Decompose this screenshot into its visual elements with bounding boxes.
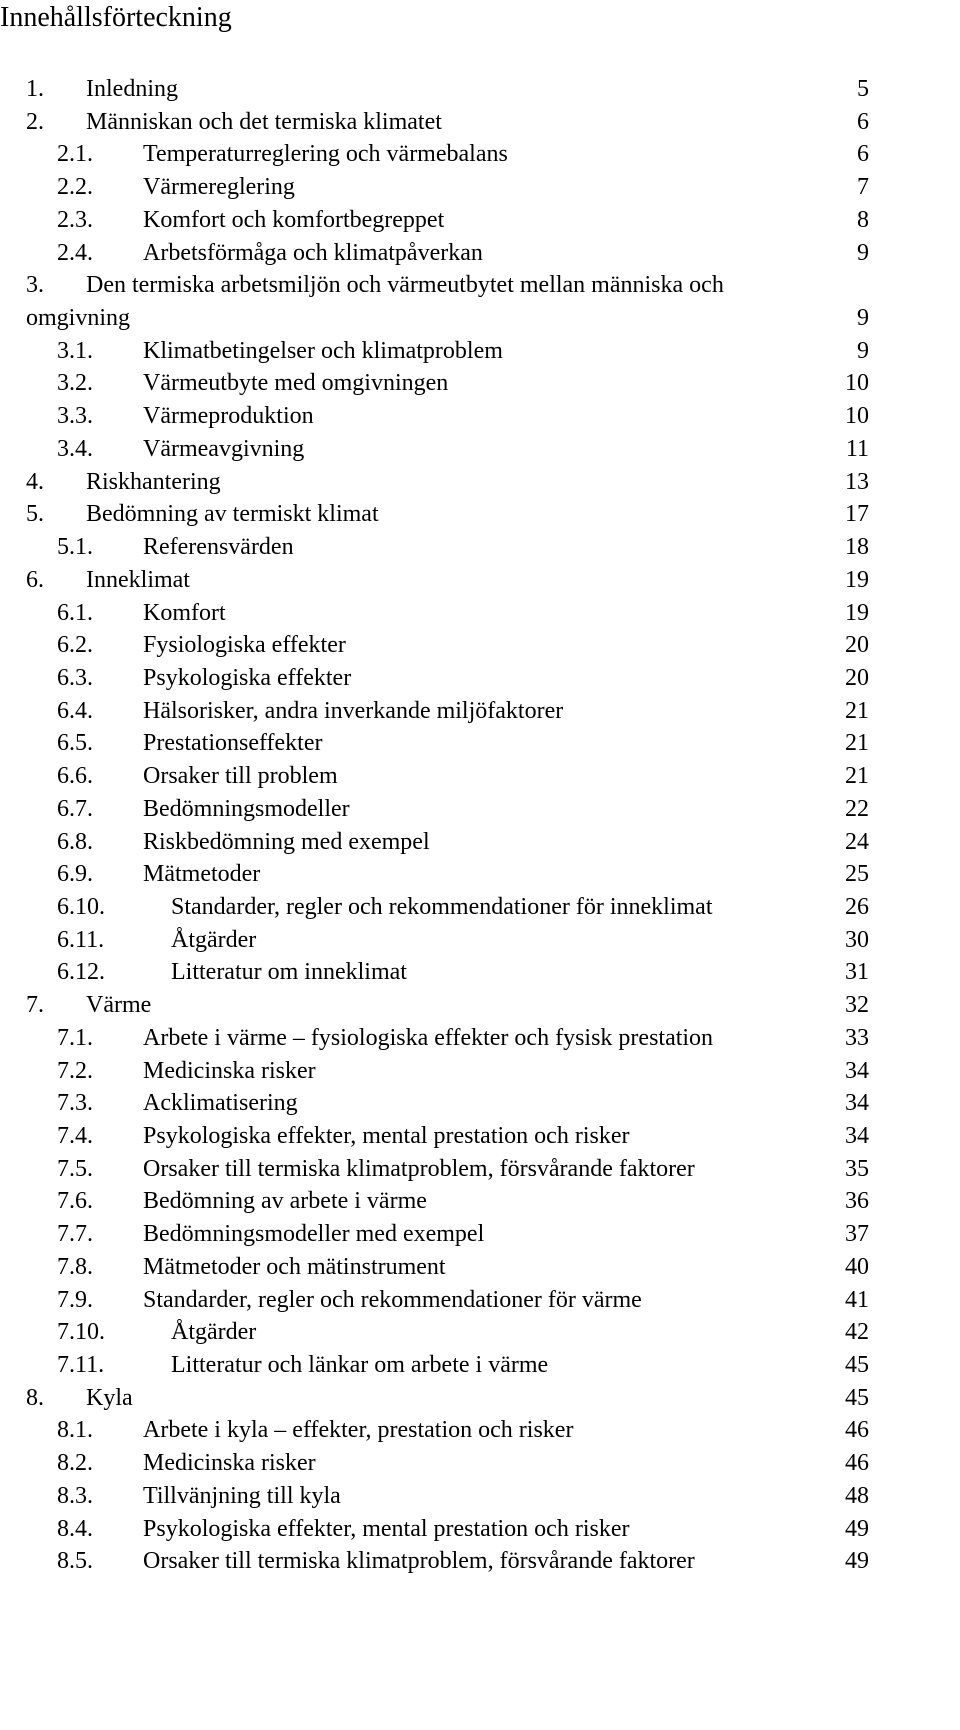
toc-entry-page-number: 6 [857,141,869,168]
toc-entry-page-number: 20 [845,664,869,691]
toc-entry-number: 7.8. [57,1253,93,1280]
toc-entry [0,891,960,924]
toc-entry-page-number: 21 [845,730,869,757]
toc-entry-page-number: 17 [845,501,869,528]
toc-entry [0,1120,960,1153]
toc-entry-title: Den termiska arbetsmiljön och värmeutbytet mellan människa och [86,272,724,299]
toc-entry-page-number: 46 [845,1417,869,1444]
toc-entry-title: Riskbedömning med exempel [143,828,430,855]
toc-entry-page-number: 41 [845,1286,869,1313]
toc-entry-number: 2.4. [57,239,93,266]
toc-entry-page-number: 7 [857,174,869,201]
toc-entry-number: 6. [26,566,44,593]
toc-entry-page-number: 30 [845,926,869,953]
toc-entry-page-number: 8 [857,206,869,233]
toc-entry-number: 6.7. [57,795,93,822]
toc-entry-number: 6.9. [57,861,93,888]
toc-entry-title: Acklimatisering [143,1090,298,1117]
toc-entry-title: Standarder, regler och rekommendationer för inneklimat [171,893,713,920]
toc-entry-page-number: 45 [845,1352,869,1379]
toc-entry-number: 6.2. [57,632,93,659]
toc-entry [0,400,960,433]
toc-entry-page-number: 35 [845,1155,869,1182]
toc-entry-title: Standarder, regler och rekommendationer för värme [143,1286,642,1313]
toc-entry [0,433,960,466]
toc-entry [0,1022,960,1055]
toc-entry [0,924,960,957]
toc-entry [0,204,960,237]
toc-entry-page-number: 18 [845,534,869,561]
toc-entry-title: Medicinska risker [143,1057,316,1084]
toc-entry [0,1218,960,1251]
toc-entry-title: Värmeavgivning [143,435,305,462]
toc-entry-title: Litteratur om inneklimat [171,959,407,986]
toc-entry-number: 2. [26,108,44,135]
toc-entry [0,1055,960,1088]
toc-entry-number: 2.2. [57,174,93,201]
toc-entry-number: 3.1. [57,337,93,364]
toc-entry-title: Arbete i värme – fysiologiska effekter och fysisk prestation [143,1024,714,1051]
toc-entry-number: 4. [26,468,44,495]
toc-entry [0,498,960,531]
toc-entry-number: 7.6. [57,1188,93,1215]
toc-entry-page-number: 9 [857,239,869,266]
toc-entry [0,1316,960,1349]
toc-entry-number: 6.6. [57,763,93,790]
toc-entry-number: 7.7. [57,1221,93,1248]
toc-entry [0,695,960,728]
toc-entry-page-number: 21 [845,763,869,790]
toc-entry [0,564,960,597]
toc-entry-title: Fysiologiska effekter [143,632,346,659]
toc-entry-title-continuation: omgivning [26,305,131,332]
toc-entry-title: Bedömning av termiskt klimat [86,501,379,528]
toc-entry-number: 2.3. [57,206,93,233]
toc-entry [0,106,960,139]
toc-entry-title: Prestationseffekter [143,730,323,757]
toc-entry-page-number: 49 [845,1548,869,1575]
toc-entry [0,956,960,989]
toc-entry-title: Åtgärder [171,1319,257,1346]
toc-entry-title: Människan och det termiska klimatet [86,108,442,135]
toc-entry-title: Inledning [86,76,178,102]
toc-entry-page-number: 46 [845,1450,869,1477]
toc-entry-page-number: 19 [845,599,869,626]
toc-entry-number: 6.11. [57,926,105,953]
toc-entry-page-number: 36 [845,1188,869,1215]
toc-entry-page-number: 37 [845,1221,869,1248]
toc-entry-number: 7.4. [57,1123,93,1150]
toc-entry-number: 6.5. [57,730,93,757]
toc-entry-number: 7.9. [57,1286,93,1313]
toc-entry [0,1545,960,1578]
toc-entry-title: Hälsorisker, andra inverkande miljöfaktorer [143,697,564,724]
toc-entry [0,466,960,499]
toc-entry [0,1185,960,1218]
toc-entry [0,1251,960,1284]
toc-entry [0,237,960,270]
toc-entry-number: 5.1. [57,534,93,561]
toc-entry-page-number: 5 [857,76,869,102]
toc-entry-number: 7.3. [57,1090,93,1117]
toc-entry-number: 8.2. [57,1450,93,1477]
toc-entry [0,367,960,400]
toc-entry [0,1382,960,1415]
toc-entry [0,629,960,662]
toc-entry-number: 3.4. [57,435,93,462]
toc-entry [0,335,960,368]
toc-entry-number: 8. [26,1384,44,1411]
toc-entry-page-number: 45 [845,1384,869,1411]
toc-entry-title: Psykologiska effekter [143,664,352,691]
toc-entry-title: Psykologiska effekter, mental prestation och risker [143,1515,630,1542]
toc-entry [0,727,960,760]
toc-entry [0,826,960,859]
toc-entry-title: Bedömning av arbete i värme [143,1188,427,1215]
page-title: Innehållsförteckning [0,2,232,33]
toc-entry-number: 7. [26,992,44,1019]
toc-entry-page-number: 22 [845,795,869,822]
toc-entry [0,1284,960,1317]
toc-entry-number: 8.3. [57,1482,93,1509]
toc-entry-title: Komfort och komfortbegreppet [143,206,445,233]
toc-entry-number: 6.12. [57,959,105,986]
toc-entry-number: 2.1. [57,141,93,168]
toc-entry-page-number: 11 [845,435,869,462]
toc-entry-number: 6.10. [57,893,105,920]
toc-entry-number: 7.5. [57,1155,93,1182]
toc-entry-page-number: 48 [845,1482,869,1509]
toc-entry [0,1349,960,1382]
toc-entry-page-number: 19 [845,566,869,593]
toc-entry [0,1447,960,1480]
toc-entry-title: Värmereglering [143,174,295,201]
toc-entry-number: 3.3. [57,403,93,430]
toc-entry-number: 6.3. [57,664,93,691]
toc-entry-page-number: 34 [845,1057,869,1084]
toc-entry-title: Komfort [143,599,226,626]
toc-entry-title: Mätmetoder [143,861,261,888]
toc-entry [0,793,960,826]
table-of-contents [0,73,960,1578]
toc-entry [0,171,960,204]
toc-entry-number: 3.2. [57,370,93,397]
toc-entry-title: Orsaker till problem [143,763,338,790]
toc-entry-title: Bedömningsmodeller [143,795,350,822]
toc-entry-page-number: 10 [845,403,869,430]
toc-entry [0,1153,960,1186]
toc-entry [0,1480,960,1513]
toc-entry-number: 1. [26,76,44,102]
toc-entry [0,597,960,630]
toc-entry-page-number: 34 [845,1123,869,1150]
toc-entry-title: Värmeutbyte med omgivningen [143,370,449,397]
toc-entry-title: Värmeproduktion [143,403,314,430]
toc-entry-page-number: 25 [845,861,869,888]
toc-entry-page-number: 21 [845,697,869,724]
toc-entry [0,662,960,695]
toc-entry [0,989,960,1022]
toc-entry [0,269,960,334]
toc-entry-title: Litteratur och länkar om arbete i värme [171,1352,549,1379]
toc-entry-page-number: 24 [845,828,869,855]
toc-entry-number: 5. [26,501,44,528]
toc-entry-title: Värme [86,992,152,1019]
toc-entry-page-number: 9 [857,305,869,332]
toc-entry-page-number: 31 [845,959,869,986]
toc-entry-number: 6.1. [57,599,93,626]
toc-entry-page-number: 40 [845,1253,869,1280]
toc-entry-title: Klimatbetingelser och klimatproblem [143,337,503,364]
toc-entry-page-number: 42 [845,1319,869,1346]
toc-entry-title: Arbetsförmåga och klimatpåverkan [143,239,483,266]
toc-entry-page-number: 34 [845,1090,869,1117]
toc-entry-title: Riskhantering [86,468,221,495]
toc-entry-number: 6.8. [57,828,93,855]
toc-entry-title: Referensvärden [143,534,294,561]
toc-entry-title: Bedömningsmodeller med exempel [143,1221,485,1248]
toc-entry-number: 8.4. [57,1515,93,1542]
toc-entry-page-number: 6 [857,108,869,135]
toc-entry-title: Mätmetoder och mätinstrument [143,1253,446,1280]
toc-entry-title: Tillvänjning till kyla [143,1482,341,1509]
toc-entry-title: Orsaker till termiska klimatproblem, försvårande faktorer [143,1548,695,1575]
toc-entry-page-number: 33 [845,1024,869,1051]
toc-entry-title: Inneklimat [86,566,190,593]
toc-entry [0,1087,960,1120]
toc-entry [0,858,960,891]
toc-entry-title: Kyla [86,1384,133,1411]
toc-entry-page-number: 32 [845,992,869,1019]
toc-entry [0,1513,960,1546]
toc-entry-title: Orsaker till termiska klimatproblem, försvårande faktorer [143,1155,695,1182]
toc-entry-number: 7.11. [57,1352,105,1379]
toc-entry-title: Arbete i kyla – effekter, prestation och risker [143,1417,574,1444]
toc-entry [0,73,960,106]
toc-entry-page-number: 9 [857,337,869,364]
toc-entry [0,138,960,171]
toc-entry [0,531,960,564]
toc-entry-title: Temperaturreglering och värmebalans [143,141,508,168]
toc-entry-number: 7.10. [57,1319,105,1346]
toc-entry [0,760,960,793]
toc-entry-page-number: 13 [845,468,869,495]
toc-entry-page-number: 20 [845,632,869,659]
toc-entry-number: 7.1. [57,1024,93,1051]
toc-entry-number: 6.4. [57,697,93,724]
toc-entry-number: 8.1. [57,1417,93,1444]
toc-entry-title: Psykologiska effekter, mental prestation och risker [143,1123,630,1150]
toc-entry-number: 8.5. [57,1548,93,1575]
toc-entry-page-number: 49 [845,1515,869,1542]
toc-entry-page-number: 10 [845,370,869,397]
toc-entry-page-number: 26 [845,893,869,920]
toc-entry-title: Åtgärder [171,926,257,953]
toc-entry [0,1414,960,1447]
toc-entry-number: 7.2. [57,1057,93,1084]
toc-entry-title: Medicinska risker [143,1450,316,1477]
toc-entry-number: 3. [26,272,44,299]
